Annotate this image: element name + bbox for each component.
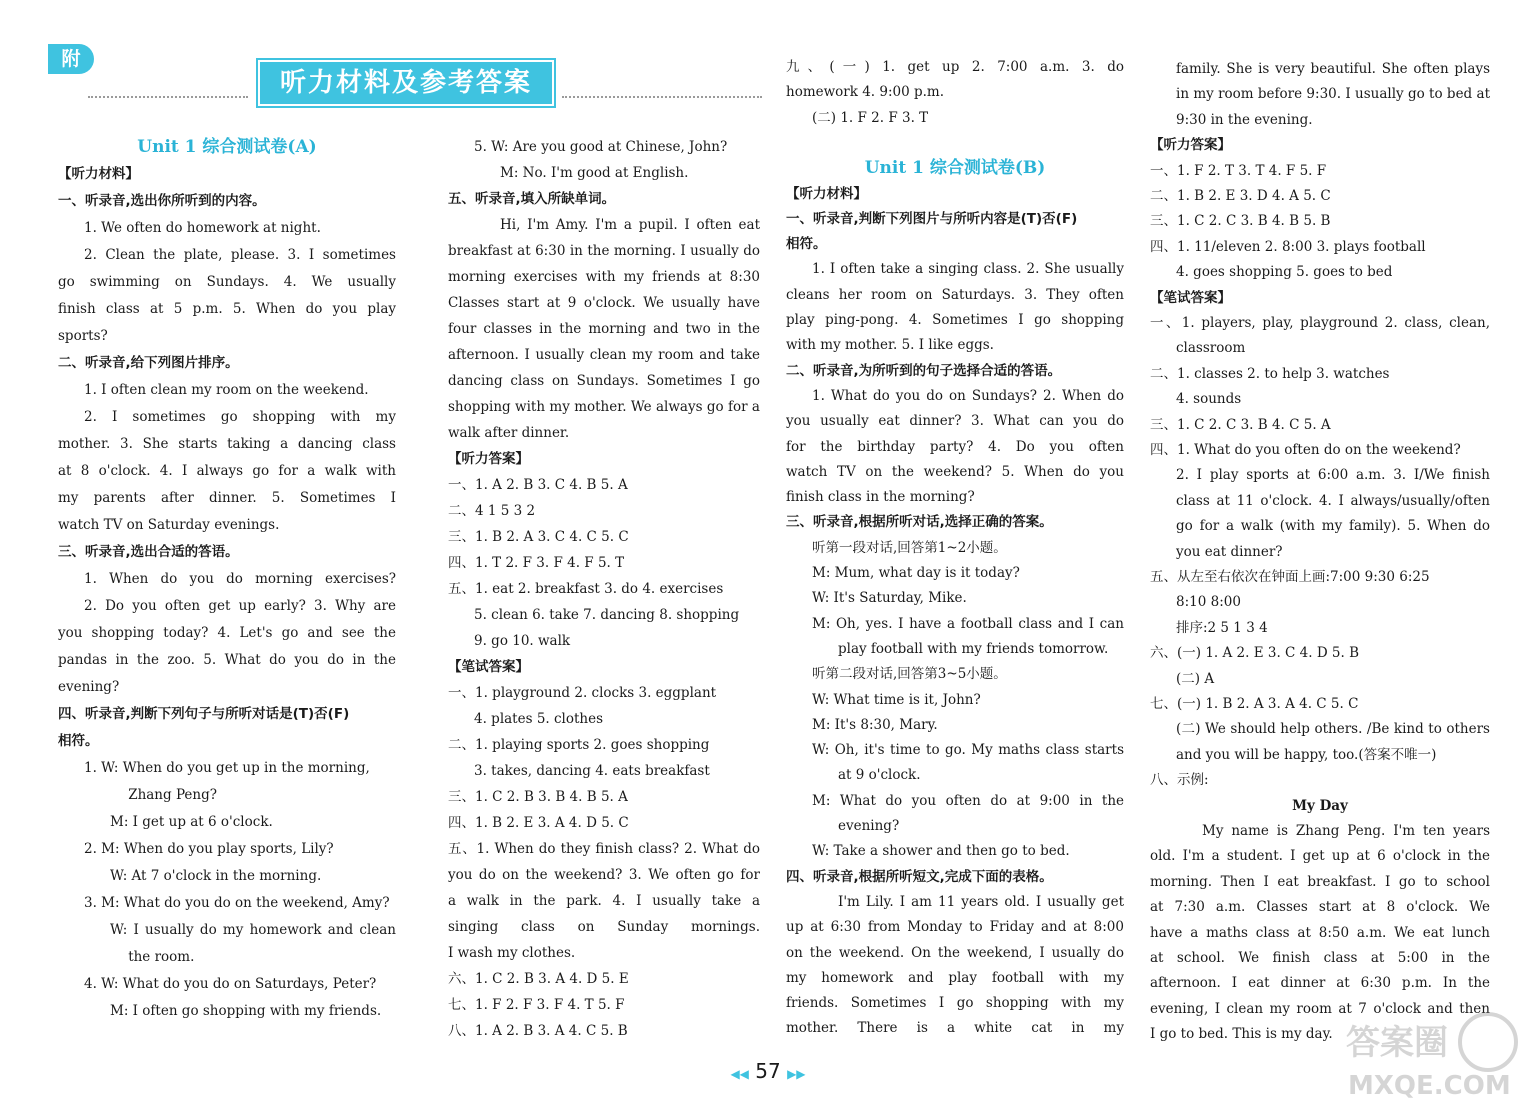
text-line: M: No. I'm good at English.: [500, 165, 689, 181]
text-line: watch TV on the weekend? 5. When do you: [786, 463, 1124, 480]
text-line: on the weekend. On the weekend, I usually do: [786, 944, 1124, 961]
text-line: you do on the weekend? 3. We often go for: [448, 867, 760, 883]
text-line: a walk in the park. 4. I usually take a: [448, 893, 760, 909]
text-line: 1. We often do homework at night.: [84, 220, 321, 236]
text-line: morning. Then I eat breakfast. I go to school: [1150, 873, 1490, 890]
text-line: mother. There is a white cat in my: [786, 1020, 1124, 1037]
text-line: 4. W: What do you do on Saturdays, Peter?: [84, 976, 377, 992]
question-heading: 四、听录音,根据所听短文,完成下面的表格。: [786, 868, 1053, 885]
text-line: go for a walk (with my family). 5. When do: [1176, 518, 1490, 535]
question-heading: 【听力答案】: [448, 451, 529, 467]
text-line: play football with my friends tomorrow.: [838, 640, 1109, 657]
text-line: 4. sounds: [1176, 391, 1242, 408]
text-line: afternoon. I eat dinner at 6:30 p.m. In the: [1150, 975, 1490, 992]
text-line: 1. When do you do morning exercises?: [84, 571, 396, 587]
text-line: (二) A: [1176, 670, 1215, 687]
text-line: 3. M: What do you do on the weekend, Amy?: [84, 895, 390, 911]
text-line: you eat dinner?: [1176, 543, 1283, 560]
text-line: up at 6:30 from Monday to Friday and at 8:00: [786, 919, 1124, 936]
text-line: mother. 3. She starts taking a dancing class: [58, 436, 396, 452]
text-line: my homework and play football with my: [786, 969, 1124, 986]
question-heading: 【笔试答案】: [1150, 289, 1231, 306]
watermark-logo: [1338, 1008, 1528, 1100]
text-line: 二、1. classes 2. to help 3. watches: [1150, 365, 1390, 382]
text-line: 四、1. B 2. E 3. A 4. D 5. C: [448, 815, 629, 831]
text-line: 1. I often clean my room on the weekend.: [84, 382, 369, 398]
question-heading: 二、听录音,为所听到的句子选择合适的答语。: [786, 362, 1062, 379]
text-line: 听第二段对话,回答第3~5小题。: [812, 666, 1007, 683]
text-line: 5. W: Are you good at Chinese, John?: [474, 139, 728, 155]
column-4: [1150, 0, 1490, 1105]
text-line: family. She is very beautiful. She often plays: [1176, 61, 1490, 77]
column-1: [58, 0, 396, 1105]
text-line: 听第一段对话,回答第1~2小题。: [812, 539, 1007, 556]
text-line: finish class at 5 p.m. 5. When do you play: [58, 301, 396, 317]
section-heading: Unit 1 综合测试卷(B): [864, 158, 1046, 179]
watermark-url: MXQE.COM: [1348, 1071, 1511, 1100]
text-line: walk after dinner.: [448, 425, 570, 441]
section-heading: Unit 1 综合测试卷(A): [137, 137, 317, 157]
page-title: 听力材料及参考答案: [258, 60, 554, 106]
text-line: 4. plates 5. clothes: [474, 711, 604, 727]
text-line: in my room before 9:30. I usually go to bed at: [1176, 86, 1490, 103]
text-line: 二、1. playing sports 2. goes shopping: [448, 737, 710, 753]
text-line: dancing class on Sundays. Sometimes I go: [448, 373, 760, 389]
text-line: at 9 o'clock.: [838, 767, 921, 784]
text-line: 七、(一) 1. B 2. A 3. A 4. C 5. C: [1150, 696, 1359, 712]
text-line: 九、(一) 1. get up 2. 7:00 a.m. 3. do: [786, 59, 1124, 75]
text-line: with my mother. 5. I like eggs.: [786, 337, 994, 354]
text-line: my parents after dinner. 5. Sometimes I: [58, 490, 396, 506]
text-line: 七、1. F 2. F 3. F 4. T 5. F: [448, 997, 625, 1013]
text-line: have a maths class at 8:50 a.m. We eat lunch: [1150, 924, 1490, 941]
question-heading: 四、听录音,判断下列句子与所听对话是(T)否(F): [58, 706, 350, 722]
text-line: friends. Sometimes I go shopping with my: [786, 995, 1124, 1012]
question-heading: 一、听录音,判断下列图片与所听内容是(T)否(F): [786, 210, 1078, 227]
text-line: and you will be happy, too.(答案不唯一): [1176, 746, 1437, 763]
text-line: evening?: [838, 818, 900, 834]
text-line: W: I usually do my homework and clean: [110, 922, 396, 938]
text-line: sports?: [58, 328, 108, 344]
text-line: I go to bed. This is my day.: [1150, 1026, 1333, 1043]
question-heading: 【听力材料】: [786, 185, 867, 202]
text-line: 三、1. C 2. B 3. B 4. B 5. A: [448, 789, 628, 805]
next-arrow-icon: ▶▶: [787, 1067, 806, 1081]
text-line: 一、1. players, play, playground 2. class, clean,: [1150, 315, 1490, 331]
text-line: singing class on Sunday mornings.: [448, 919, 760, 935]
watermark-text: 答案圈: [1346, 1023, 1448, 1063]
text-line: you usually eat dinner? 3. What can you do: [786, 413, 1124, 430]
text-line: W: What time is it, John?: [812, 691, 981, 708]
text-line: 2. I play sports at 6:00 a.m. 3. I/We finish: [1176, 467, 1490, 484]
prev-arrow-icon: ◀◀: [730, 1067, 749, 1081]
text-line: old. I'm a student. I get up at 6 o'clock in the: [1150, 848, 1490, 865]
text-line: 一、1. playground 2. clocks 3. eggplant: [448, 685, 717, 701]
text-line: evening?: [58, 679, 120, 695]
text-line: 2. Clean the plate, please. 3. I sometimes: [84, 247, 396, 263]
text-line: (二) 1. F 2. F 3. T: [812, 109, 929, 126]
question-heading: 二、听录音,给下列图片排序。: [58, 355, 239, 371]
text-line: 1. What do you do on Sundays? 2. When do: [812, 387, 1124, 404]
text-line: 六、1. C 2. B 3. A 4. D 5. E: [448, 971, 629, 987]
text-line: watch TV on Saturday evenings.: [58, 517, 280, 533]
text-line: go swimming on Sundays. 4. We usually: [58, 274, 396, 290]
text-line: 一、1. A 2. B 3. C 4. B 5. A: [448, 477, 628, 493]
appendix-tag: 附: [48, 44, 94, 74]
text-line: M: Oh, yes. I have a football class and I can: [812, 615, 1124, 632]
text-line: I wash my clothes.: [448, 945, 576, 961]
text-line: Zhang Peng?: [128, 787, 217, 803]
question-heading: 三、听录音,选出合适的答语。: [58, 544, 239, 560]
text-line: W: Oh, it's time to go. My maths class starts: [812, 742, 1124, 759]
text-line: shopping with my mother. We always go for a: [448, 399, 760, 415]
text-line: 五、1. When do they finish class? 2. What do: [448, 841, 760, 857]
text-line: M: I often go shopping with my friends.: [110, 1003, 382, 1019]
text-line: 四、1. T 2. F 3. F 4. F 5. T: [448, 555, 625, 571]
column-2: [448, 0, 760, 1105]
text-line: breakfast at 6:30 in the morning. I usually do: [448, 243, 760, 259]
question-heading: 【听力答案】: [1150, 137, 1231, 154]
text-line: 二、1. B 2. E 3. D 4. A 5. C: [1150, 188, 1331, 204]
text-line: class at 11 o'clock. 4. I always/usually/often: [1176, 492, 1490, 509]
text-line: for the birthday party? 4. Do you often: [786, 438, 1124, 455]
question-heading: 相符。: [58, 733, 99, 749]
text-line: W: At 7 o'clock in the morning.: [110, 868, 322, 884]
question-heading: 【笔试答案】: [448, 659, 529, 675]
text-line: My name is Zhang Peng. I'm ten years: [1202, 823, 1490, 839]
text-line: 5. clean 6. take 7. dancing 8. shopping: [474, 607, 740, 623]
text-line: 四、1. What do you often do on the weekend?: [1150, 442, 1461, 458]
text-line: 9:30 in the evening.: [1176, 111, 1313, 128]
text-line: 2. Do you often get up early? 3. Why are: [84, 598, 396, 614]
text-line: (二) We should help others. /Be kind to others: [1176, 721, 1490, 738]
page-number: [718, 1056, 818, 1086]
text-line: 三、1. C 2. C 3. B 4. C 5. A: [1150, 416, 1331, 433]
text-line: Classes start at 9 o'clock. We usually have: [448, 295, 760, 311]
text-line: 二、4 1 5 3 2: [448, 503, 536, 519]
text-line: 8:10 8:00: [1176, 594, 1241, 611]
text-line: 2. I sometimes go shopping with my: [84, 409, 396, 425]
question-heading: 三、听录音,根据所听对话,选择正确的答案。: [786, 514, 1053, 531]
text-line: classroom: [1176, 340, 1246, 357]
text-line: 2. M: When do you play sports, Lily?: [84, 841, 334, 857]
text-line: M: What do you often do at 9:00 in the: [812, 792, 1124, 809]
text-line: evening, I clean my room at 7 o'clock and then: [1150, 1000, 1490, 1017]
text-line: 三、1. B 2. A 3. C 4. C 5. C: [448, 529, 629, 545]
text-line: cleans her room on Saturdays. 3. They often: [786, 286, 1124, 303]
text-line: 八、示例:: [1150, 772, 1209, 789]
text-line: play ping-pong. 4. Sometimes I go shopping: [786, 312, 1124, 328]
text-line: 排序:2 5 1 3 4: [1176, 619, 1268, 636]
text-line: W: Take a shower and then go to bed.: [812, 843, 1070, 860]
text-line: 三、1. C 2. C 3. B 4. B 5. B: [1150, 213, 1331, 230]
text-line: W: It's Saturday, Mike.: [812, 590, 967, 607]
text-line: 八、1. A 2. B 3. A 4. C 5. B: [448, 1023, 628, 1039]
text-line: at 7:30 a.m. Classes start at 8 o'clock. We: [1150, 899, 1490, 916]
text-line: pandas in the zoo. 5. What do you do in the: [58, 652, 396, 668]
text-line: 四、1. 11/eleven 2. 8:00 3. plays football: [1150, 238, 1426, 255]
text-line: 1. I often take a singing class. 2. She usually: [812, 261, 1124, 278]
text-line: homework 4. 9:00 p.m.: [786, 84, 945, 101]
text-line: 一、1. F 2. T 3. T 4. F 5. F: [1150, 162, 1327, 179]
text-line: 五、1. eat 2. breakfast 3. do 4. exercises: [448, 581, 724, 597]
text-line: you shopping today? 4. Let's go and see the: [58, 625, 396, 641]
text-line: 3. takes, dancing 4. eats breakfast: [474, 763, 710, 779]
column-3: [786, 0, 1124, 1105]
text-line: four classes in the morning and two in the: [448, 321, 760, 337]
text-line: [786, 130, 1124, 156]
text-line: 1. W: When do you get up in the morning,: [84, 760, 370, 776]
text-line: morning exercises with my friends at 8:30: [448, 269, 760, 285]
text-line: 五、从左至右依次在钟面上画:7:00 9:30 6:25: [1150, 569, 1430, 585]
text-line: afternoon. I usually clean my room and take: [448, 347, 760, 363]
text-line: at 8 o'clock. 4. I always go for a walk with: [58, 463, 396, 479]
text-line: M: Mum, what day is it today?: [812, 565, 1020, 581]
text-line: M: It's 8:30, Mary.: [812, 716, 938, 733]
question-heading: 五、听录音,填入所缺单词。: [448, 191, 616, 207]
text-line: Hi, I'm Amy. I'm a pupil. I often eat: [500, 217, 760, 233]
question-heading: 相符。: [786, 236, 827, 253]
text-line: I'm Lily. I am 11 years old. I usually get: [838, 893, 1124, 910]
text-line: 9. go 10. walk: [474, 633, 571, 649]
text-line: finish class in the morning?: [786, 489, 975, 506]
text-line: My Day: [1292, 797, 1348, 814]
text-line: at school. We finish class at 5:00 in the: [1150, 950, 1490, 966]
text-line: 4. goes shopping 5. goes to bed: [1176, 264, 1393, 281]
question-heading: 【听力材料】: [58, 166, 139, 182]
text-line: M: I get up at 6 o'clock.: [110, 814, 273, 830]
text-line: the room.: [128, 949, 195, 965]
text-line: 六、(一) 1. A 2. E 3. C 4. D 5. B: [1150, 645, 1360, 662]
page-number-text: 57: [755, 1059, 781, 1083]
question-heading: 一、听录音,选出你所听到的内容。: [58, 193, 266, 209]
